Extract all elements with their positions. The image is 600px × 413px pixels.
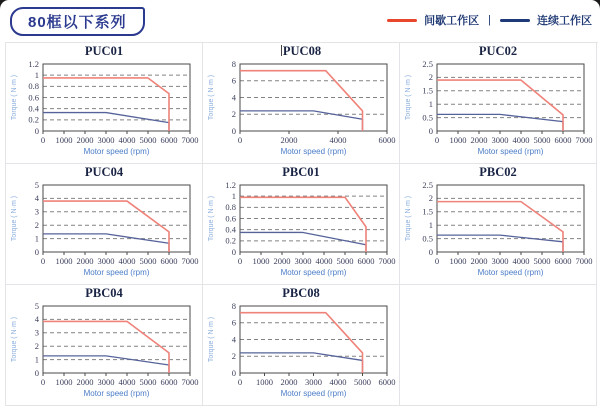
svg-text:0: 0 (428, 125, 433, 136)
svg-text:0: 0 (34, 125, 39, 136)
svg-text:2: 2 (34, 341, 39, 351)
svg-text:1: 1 (34, 233, 39, 244)
series-continuous (240, 232, 366, 252)
svg-text:0: 0 (34, 246, 39, 257)
svg-text:6000: 6000 (554, 135, 571, 145)
svg-text:Motor speed (rpm): Motor speed (rpm) (83, 268, 149, 277)
svg-text:0.5: 0.5 (421, 233, 433, 244)
chart-puc02 (401, 44, 596, 160)
svg-text:3000: 3000 (97, 377, 114, 387)
svg-text:2000: 2000 (470, 256, 487, 266)
series-intermittent (240, 313, 363, 373)
svg-text:Torque ( N·m ): Torque ( N·m ) (10, 74, 18, 121)
svg-text:0.2: 0.2 (224, 235, 236, 246)
series-intermittent (240, 71, 363, 131)
chart-title: PBC08 (282, 286, 320, 300)
svg-text:1.2: 1.2 (27, 59, 39, 69)
svg-text:Motor speed (rpm): Motor speed (rpm) (477, 268, 543, 277)
svg-text:1000: 1000 (55, 135, 72, 145)
pbc04-plot (7, 301, 202, 402)
svg-text:2: 2 (231, 351, 236, 362)
svg-text:Torque ( N·m ): Torque ( N·m ) (10, 316, 18, 363)
chart-title: PUC08 (282, 44, 322, 58)
svg-text:4: 4 (231, 334, 236, 345)
svg-text:2.5: 2.5 (421, 180, 433, 190)
svg-text:0: 0 (434, 135, 439, 145)
svg-text:Torque ( N·m ): Torque ( N·m ) (207, 195, 215, 242)
svg-text:1: 1 (34, 69, 39, 80)
svg-text:0.6: 0.6 (224, 213, 236, 224)
svg-text:5: 5 (34, 180, 39, 190)
pbc01-plot (204, 180, 399, 281)
svg-text:7000: 7000 (378, 256, 395, 266)
svg-text:5000: 5000 (139, 135, 156, 145)
series-title-badge (10, 7, 145, 36)
svg-text:1000: 1000 (55, 256, 72, 266)
svg-text:2: 2 (428, 193, 433, 204)
chart-puc08 (204, 44, 399, 160)
pbc02-plot (401, 180, 596, 281)
svg-text:3000: 3000 (491, 135, 508, 145)
series-continuous (437, 114, 563, 131)
svg-text:4000: 4000 (512, 256, 529, 266)
svg-text:2000: 2000 (76, 256, 93, 266)
svg-text:5000: 5000 (533, 256, 550, 266)
svg-text:4000: 4000 (512, 135, 529, 145)
svg-text:1000: 1000 (55, 377, 72, 387)
svg-text:2000: 2000 (76, 135, 93, 145)
svg-text:Motor speed (rpm): Motor speed (rpm) (280, 147, 346, 156)
svg-text:Motor speed (rpm): Motor speed (rpm) (280, 389, 346, 398)
intermittent-line-swatch (387, 19, 417, 22)
svg-text:6000: 6000 (357, 256, 374, 266)
chart-cell (6, 43, 203, 164)
svg-text:1.5: 1.5 (421, 85, 433, 96)
text-cursor (281, 45, 282, 56)
svg-text:5000: 5000 (533, 135, 550, 145)
svg-text:1.5: 1.5 (421, 206, 433, 217)
empty-cell (400, 285, 597, 406)
chart-cell (400, 164, 597, 285)
chart-pbc02 (401, 165, 596, 281)
chart-pbc01 (204, 165, 399, 281)
svg-text:6: 6 (231, 75, 236, 86)
svg-text:3: 3 (34, 206, 39, 217)
svg-text:6: 6 (231, 317, 236, 328)
chart-title: PBC01 (282, 165, 320, 179)
svg-text:2: 2 (428, 72, 433, 83)
svg-text:2000: 2000 (280, 377, 297, 387)
legend (387, 12, 592, 28)
series-continuous (437, 235, 563, 252)
svg-text:8: 8 (231, 59, 236, 69)
svg-text:2: 2 (34, 220, 39, 230)
svg-text:Motor speed (rpm): Motor speed (rpm) (83, 389, 149, 398)
svg-text:4000: 4000 (315, 256, 332, 266)
svg-text:3000: 3000 (491, 256, 508, 266)
svg-text:4000: 4000 (118, 256, 135, 266)
series-intermittent (240, 197, 366, 252)
svg-text:4: 4 (34, 193, 39, 204)
series-intermittent (437, 202, 563, 252)
puc04-plot (7, 180, 202, 281)
svg-text:5000: 5000 (139, 256, 156, 266)
svg-text:0: 0 (428, 246, 433, 257)
svg-text:1000: 1000 (255, 377, 273, 387)
svg-text:8: 8 (231, 301, 236, 311)
series-continuous (240, 353, 363, 373)
svg-text:0: 0 (231, 246, 236, 257)
pbc08-plot (204, 301, 399, 402)
svg-text:7000: 7000 (181, 377, 198, 387)
svg-text:1: 1 (428, 220, 433, 230)
svg-text:6000: 6000 (378, 377, 395, 387)
svg-text:1000: 1000 (449, 256, 466, 266)
svg-text:6000: 6000 (160, 256, 177, 266)
svg-text:Torque ( N·m ): Torque ( N·m ) (404, 74, 412, 121)
series-intermittent (437, 80, 563, 131)
svg-text:1000: 1000 (252, 256, 269, 266)
svg-text:3000: 3000 (97, 256, 114, 266)
chart-title: PUC01 (84, 44, 124, 58)
svg-text:1: 1 (231, 190, 236, 201)
series-intermittent (43, 201, 169, 252)
svg-text:Torque ( N·m ): Torque ( N·m ) (404, 195, 412, 242)
continuous-legend-label: 连续工作区 (537, 15, 592, 27)
header (0, 0, 600, 40)
chart-puc04 (7, 165, 202, 281)
svg-text:0.8: 0.8 (27, 81, 39, 92)
svg-text:7000: 7000 (181, 256, 198, 266)
svg-text:2000: 2000 (280, 135, 297, 145)
chart-cell (6, 285, 203, 406)
series-continuous (43, 113, 169, 131)
chart-pbc08 (204, 286, 399, 402)
svg-text:5000: 5000 (336, 256, 353, 266)
continuous-line-swatch (500, 19, 530, 22)
svg-text:5000: 5000 (139, 377, 156, 387)
svg-text:Torque ( N·m ): Torque ( N·m ) (207, 74, 215, 121)
svg-text:3000: 3000 (294, 256, 311, 266)
chart-cell (6, 164, 203, 285)
svg-text:Motor speed (rpm): Motor speed (rpm) (83, 147, 149, 156)
chart-pbc04 (7, 286, 202, 402)
series-continuous (43, 356, 169, 373)
svg-text:0.6: 0.6 (27, 92, 39, 103)
chart-cell (400, 43, 597, 164)
svg-text:Motor speed (rpm): Motor speed (rpm) (477, 147, 543, 156)
chart-cell (203, 285, 400, 406)
svg-text:4000: 4000 (118, 135, 135, 145)
svg-text:1000: 1000 (449, 135, 466, 145)
svg-text:0.4: 0.4 (224, 224, 236, 235)
svg-text:0: 0 (237, 377, 242, 387)
chart-cell (203, 43, 400, 164)
svg-text:0: 0 (40, 377, 45, 387)
svg-text:7000: 7000 (181, 135, 198, 145)
svg-text:2.5: 2.5 (421, 59, 433, 69)
svg-text:0.8: 0.8 (224, 202, 236, 213)
svg-text:6000: 6000 (554, 256, 571, 266)
svg-text:2000: 2000 (76, 377, 93, 387)
svg-text:4000: 4000 (118, 377, 135, 387)
intermittent-legend-label: 间歇工作区 (424, 15, 480, 27)
svg-text:Motor speed (rpm): Motor speed (rpm) (280, 268, 346, 277)
puc08-plot (204, 59, 399, 160)
svg-text:0: 0 (40, 135, 45, 145)
svg-text:0: 0 (237, 256, 242, 266)
svg-text:7000: 7000 (575, 256, 592, 266)
puc01-plot (7, 59, 202, 160)
svg-text:5: 5 (34, 301, 39, 311)
svg-text:4000: 4000 (329, 377, 346, 387)
chart-grid (5, 42, 598, 406)
svg-text:3: 3 (34, 327, 39, 338)
legend-separator: | (488, 14, 491, 26)
chart-title: PUC04 (84, 165, 124, 179)
svg-text:5000: 5000 (353, 377, 371, 387)
series-continuous (43, 234, 169, 252)
svg-text:0: 0 (40, 256, 45, 266)
svg-text:Torque ( N·m ): Torque ( N·m ) (10, 195, 18, 242)
chart-puc01 (7, 44, 202, 160)
svg-text:7000: 7000 (575, 135, 592, 145)
chart-cell (203, 164, 400, 285)
svg-text:1: 1 (428, 99, 433, 109)
svg-text:3000: 3000 (304, 377, 322, 387)
svg-text:4000: 4000 (329, 135, 346, 145)
svg-text:4: 4 (231, 92, 236, 103)
svg-text:1: 1 (34, 354, 39, 365)
series-continuous (240, 111, 363, 131)
chart-title: PBC04 (85, 286, 123, 300)
svg-text:2000: 2000 (273, 256, 290, 266)
puc02-plot (401, 59, 596, 160)
svg-text:3000: 3000 (97, 135, 114, 145)
chart-title: PUC02 (478, 44, 518, 58)
svg-text:0.5: 0.5 (421, 112, 433, 123)
chart-title: PBC02 (479, 165, 517, 179)
svg-text:6000: 6000 (160, 377, 177, 387)
svg-text:0: 0 (237, 135, 242, 145)
series-intermittent (43, 321, 169, 373)
svg-text:Torque ( N·m ): Torque ( N·m ) (207, 316, 215, 363)
svg-text:6000: 6000 (160, 135, 177, 145)
svg-text:0.4: 0.4 (27, 103, 39, 114)
svg-text:1.2: 1.2 (224, 180, 236, 190)
svg-text:0: 0 (434, 256, 439, 266)
series-title: 80框以下系列 (28, 14, 127, 31)
svg-text:0: 0 (231, 125, 236, 136)
svg-text:0.2: 0.2 (27, 114, 39, 125)
svg-text:0: 0 (34, 367, 39, 378)
svg-text:4: 4 (34, 314, 39, 325)
svg-text:2000: 2000 (470, 135, 487, 145)
svg-text:6000: 6000 (378, 135, 395, 145)
svg-text:0: 0 (231, 367, 236, 378)
svg-text:2: 2 (231, 109, 236, 120)
